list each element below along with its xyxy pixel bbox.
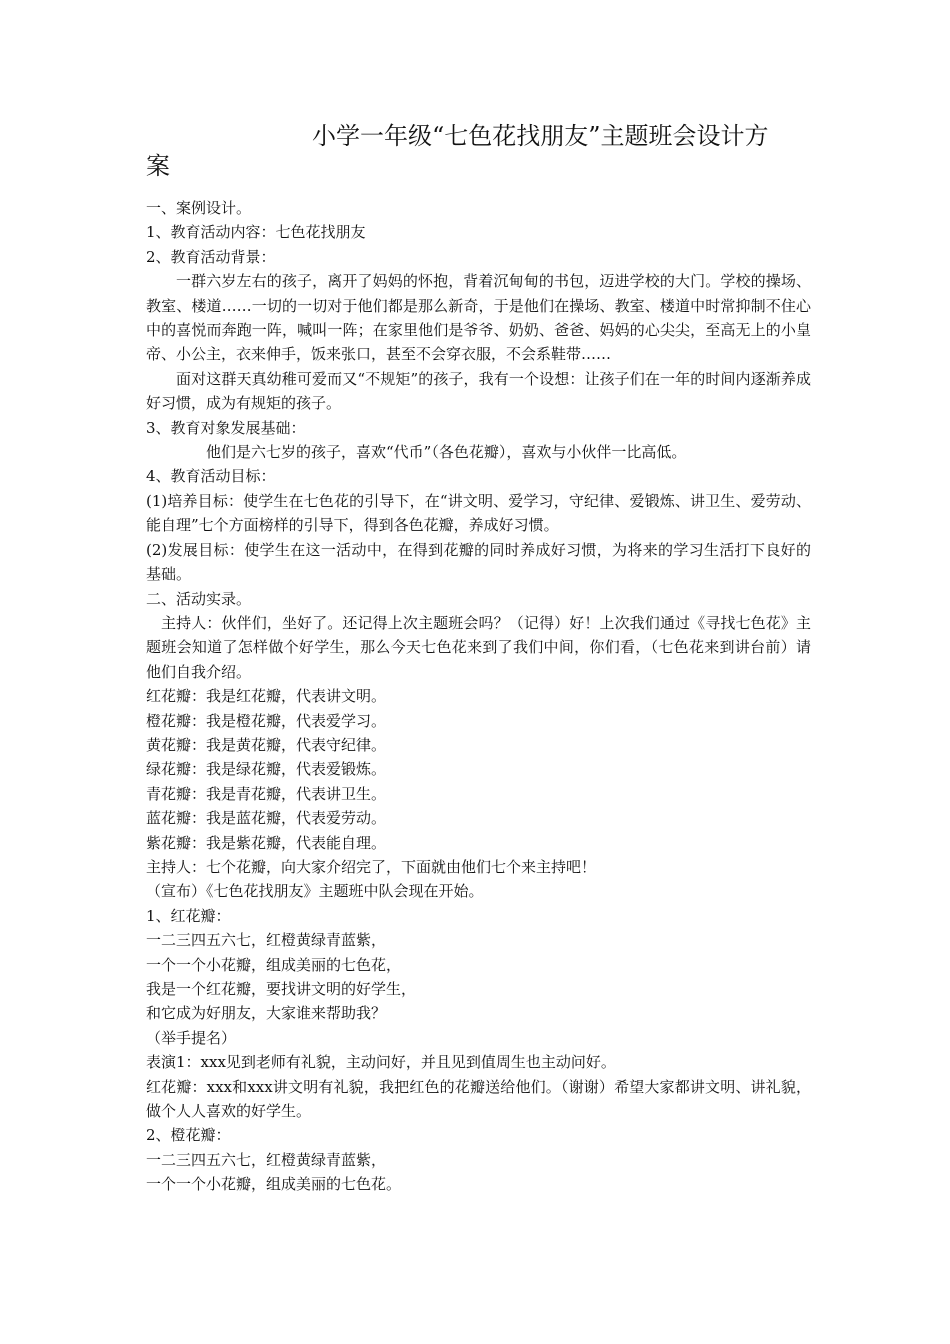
paragraph: 1、教育活动内容：七色花找朋友: [146, 223, 366, 242]
paragraph: （宣布）《七色花找朋友》主题班中队会现在开始。: [146, 882, 484, 901]
paragraph: 2、橙花瓣：: [146, 1126, 231, 1145]
paragraph: 表演1：xxx见到老师有礼貌，主动问好，并且见到值周生也主动问好。: [146, 1053, 616, 1072]
paragraph: 4、教育活动目标：: [146, 467, 276, 486]
section-heading: 二、活动实录。: [146, 589, 252, 608]
section-heading: 一、案例设计。: [146, 199, 252, 217]
paragraph: 一群六岁左右的孩子，离开了妈妈的怀抱，背着沉甸甸的书包，迈进学校的大门。学校的操场、教室、楼道……一切的一切对于他们都是那么新奇，于是他们在操场、教室、楼道中时常抑制不住心中的喜悦而奔跑一阵，喊叫一阵；在家里他们是爷爷、奶奶、爸爸、妈妈的心尖尖，至高无上的小皇帝、小公主，衣来伸手，饭来张口，甚至不会穿衣服，不会系鞋带……: [146, 272, 811, 364]
paragraph: 一个一个小花瓣，组成美丽的七色花。: [146, 1175, 402, 1194]
paragraph: 1、红花瓣：: [146, 906, 231, 925]
paragraph: 紫花瓣：我是紫花瓣，代表能自理。: [146, 833, 387, 852]
paragraph: 他们是六七岁的孩子，喜欢“代币”（各色花瓣），喜欢与小伙伴一比高低。: [206, 443, 687, 462]
paragraph: (1)培养目标：使学生在七色花的引导下，在“讲文明、爱学习，守纪律、爱锻炼、讲卫生、爱劳动、能自理”七个方面榜样的引导下，得到各色花瓣，养成好习惯。: [146, 491, 811, 535]
paragraph: 红花瓣：我是红花瓣，代表讲文明。: [146, 687, 387, 706]
paragraph: 主持人：伙伴们，坐好了。还记得上次主题班会吗？（记得）好！上次我们通过《寻找七色花》主题班会知道了怎样做个好学生，那么今天七色花来到了我们中间，你们看，（七色花来到讲台前）请他们自我介绍。: [146, 613, 811, 681]
paragraph: 绿花瓣：我是绿花瓣，代表爱锻炼。: [146, 760, 387, 779]
paragraph: 我是一个红花瓣，要找讲文明的好学生，: [146, 980, 417, 998]
paragraph: 3、教育对象发展基础：: [146, 418, 306, 437]
document-title: [146, 121, 796, 181]
paragraph: （举手提名）: [146, 1028, 237, 1047]
title-line-2: 案: [146, 152, 170, 180]
paragraph: 一二三四五六七，红橙黄绿青蓝紫，: [146, 1150, 387, 1169]
paragraph: 主持人：七个花瓣，向大家介绍完了，下面就由他们七个来主持吧！: [146, 857, 597, 876]
paragraph: 2、教育活动背景：: [146, 247, 276, 266]
paragraph: 蓝花瓣：我是蓝花瓣，代表爱劳动。: [146, 809, 387, 828]
paragraph: 一个一个小花瓣，组成美丽的七色花，: [146, 955, 402, 974]
document-body: [146, 196, 811, 1197]
paragraph: 红花瓣：xxx和xxx讲文明有礼貌，我把红色的花瓣送给他们。（谢谢）希望大家都讲文明、讲礼貌，做个人人喜欢的好学生。: [146, 1077, 811, 1121]
paragraph: 和它成为好朋友，大家谁来帮助我？: [146, 1004, 387, 1023]
paragraph: (2)发展目标：使学生在这一活动中，在得到花瓣的同时养成好习惯，为将来的学习生活打下良好的基础。: [146, 540, 811, 584]
paragraph: 青花瓣：我是青花瓣，代表讲卫生。: [146, 784, 387, 803]
paragraph: 一二三四五六七，红橙黄绿青蓝紫，: [146, 931, 387, 950]
paragraph: 橙花瓣：我是橙花瓣，代表爱学习。: [146, 711, 387, 730]
paragraph: 面对这群天真幼稚可爱而又“不规矩”的孩子，我有一个设想：让孩子们在一年的时间内逐渐养成好习惯，成为有规矩的孩子。: [146, 369, 811, 413]
title-line-1: 小学一年级“七色花找朋友”主题班会设计方: [312, 122, 769, 150]
paragraph: 黄花瓣：我是黄花瓣，代表守纪律。: [146, 735, 387, 754]
